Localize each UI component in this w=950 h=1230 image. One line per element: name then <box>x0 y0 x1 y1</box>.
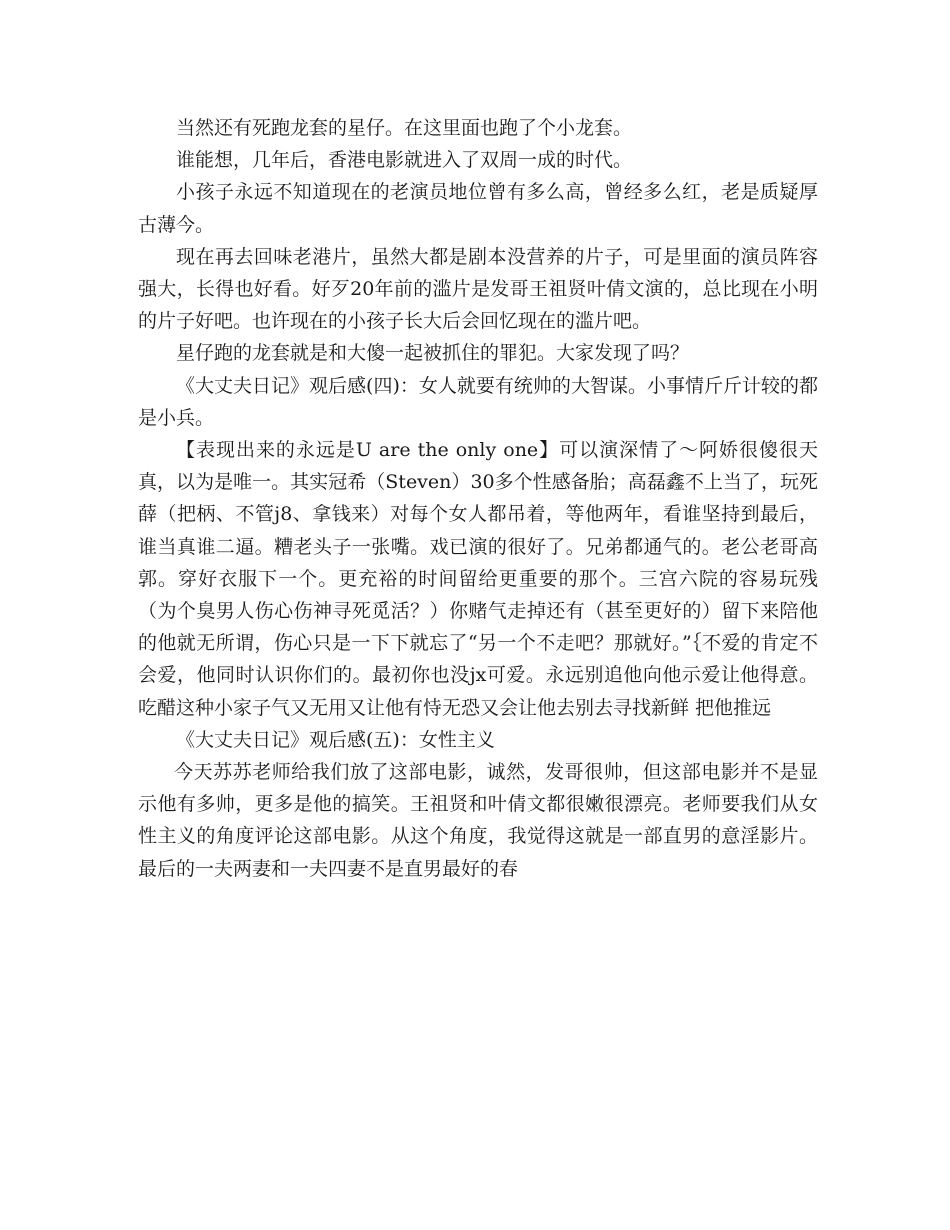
paragraph: 星仔跑的龙套就是和大傻一起被抓住的罪犯。大家发现了吗？ <box>176 342 690 365</box>
document-body <box>138 112 818 885</box>
paragraph: 谁能想，几年后，香港电影就进入了双周一成的时代。 <box>176 149 633 172</box>
paragraph: 现在再去回味老港片，虽然大都是剧本没营养的片子，可是里面的演员阵容强大，长得也好看。好歹20年前的滥片是发哥王祖贤叶倩文演的，总比现在小明的片子好吧。也许现在的小孩子长大后会回忆现在的滥片吧。 <box>138 245 818 333</box>
paragraph: 今天苏苏老师给我们放了这部电影，诚然，发哥很帅，但这部电影并不是显示他有多帅，更多是他的搞笑。王祖贤和叶倩文都很嫩很漂亮。老师要我们从女性主义的角度评论这部电影。从这个角度，我觉得这就是一部直男的意淫影片。最后的一夫两妻和一夫四妻不是直男最好的春 <box>138 761 818 880</box>
section-heading: 《大丈夫日记》观后感(五)：女性主义 <box>176 728 495 751</box>
paragraph: 《大丈夫日记》观后感(四)：女人就要有统帅的大智谋。小事情斤斤计较的都是小兵。 <box>138 374 818 429</box>
paragraph: 当然还有死跑龙套的星仔。在这里面也跑了个小龙套。 <box>176 117 633 139</box>
paragraph: 【表现出来的永远是U are the only one】可以演深情了～阿娇很傻很天真，以为是唯一。其实冠希（Steven）30多个性感备胎；高磊鑫不上当了，玩死薛（把柄、不管j8、拿钱来）对每个女人都吊着，等他两年，看谁坚持到最后，谁当真谁二逼。糟老头子一张嘴。戏已演的很好了。兄弟都通气的。老公老哥高郭。穿好衣服下一个。更充裕的时间留给更重要的那个。三宫六院的容易玩残（为个臭男人伤心伤神寻死觅活？）你赌气走掉还有（甚至更好的）留下来陪他的他就无所谓，伤心只是一下下就忘了“另一个不走吧？那就好。”｛不爱的肯定不会爱，他同时认识你们的。最初你也没jx可爱。永远别追他向他示爱让他得意。吃醋这种小家子气又无用又让他有恃无恐又会让他去别去寻找新鲜 把他推远 <box>138 439 818 719</box>
paragraph: 小孩子永远不知道现在的老演员地位曾有多么高，曾经多么红，老是质疑厚古薄今。 <box>138 181 818 236</box>
